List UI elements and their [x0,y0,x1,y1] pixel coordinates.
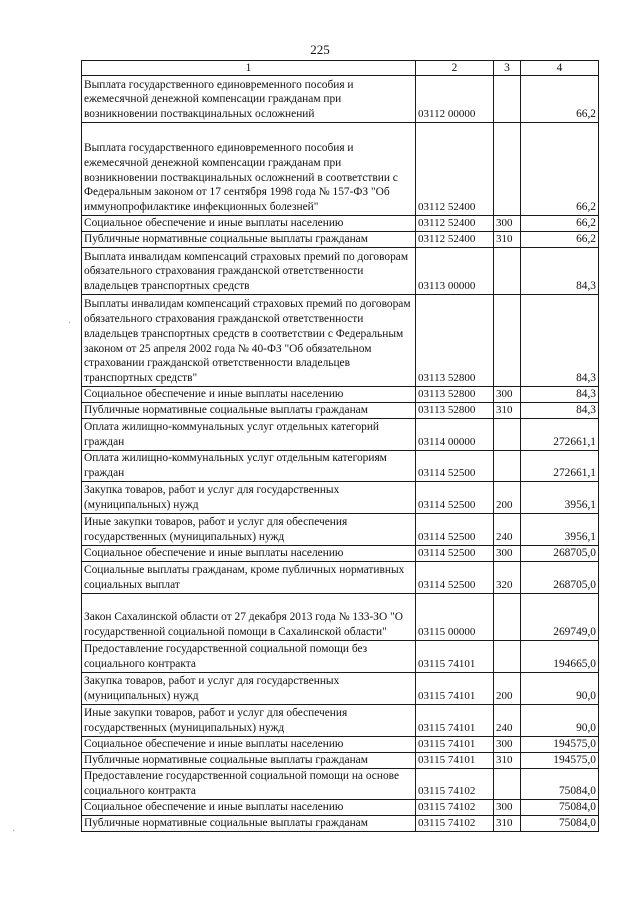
row-name-cell: Иные закупки товаров, работ и услуг для обеспечения государственных (муниципальных) нужд [82,705,416,737]
header-col-3: 3 [494,61,521,76]
row-name-cell: Социальное обеспечение и иные выплаты населению [82,546,416,562]
row-vr-cell [494,419,521,451]
row-vr-cell: 240 [494,514,521,546]
table-row [82,482,599,514]
row-sum-cell: 90,0 [521,705,599,737]
row-vr-cell: 300 [494,387,521,403]
row-vr-cell: 310 [494,232,521,248]
row-sum-cell: 66,2 [521,123,599,216]
table-row [82,641,599,673]
row-sum-cell: 194575,0 [521,753,599,769]
row-sum-cell: 75084,0 [521,800,599,816]
row-sum-cell: 268705,0 [521,562,599,594]
row-code-cell: 03115 74101 [416,737,494,753]
row-name-cell: Выплаты инвалидам компенсаций страховых премий по договорам обязательного страхования гражданской ответственности владельцев транспортных средств в соответствии с Федеральным законом от 25 апреля 2002 года № 40-ФЗ "Об обязательном страховании гражданской ответственности владельцев транспортных средств" [82,295,416,387]
table-row [82,514,599,546]
row-vr-cell [494,295,521,387]
row-name-cell: Публичные нормативные социальные выплаты гражданам [82,403,416,419]
row-vr-cell: 300 [494,546,521,562]
row-code-cell: 03115 74102 [416,800,494,816]
row-vr-cell [494,641,521,673]
row-vr-cell: 320 [494,562,521,594]
row-sum-cell: 268705,0 [521,546,599,562]
table-row [82,216,599,232]
row-sum-cell: 272661,1 [521,419,599,451]
row-vr-cell: 310 [494,753,521,769]
row-vr-cell [494,769,521,800]
row-sum-cell: 194575,0 [521,737,599,753]
row-vr-cell: 310 [494,816,521,832]
table-row [82,800,599,816]
row-name-cell: Выплата инвалидам компенсаций страховых премий по договорам обязательного страхования гражданской ответственности владельцев транспортных средств [82,248,416,295]
row-sum-cell: 66,2 [521,216,599,232]
row-sum-cell: 84,3 [521,248,599,295]
header-col-4: 4 [521,61,599,76]
row-vr-cell [494,594,521,641]
table-row [82,232,599,248]
row-code-cell: 03115 74102 [416,816,494,832]
table-row [82,594,599,641]
row-code-cell: 03115 74102 [416,769,494,800]
row-code-cell: 03115 74101 [416,705,494,737]
row-sum-cell: 84,3 [521,403,599,419]
row-code-cell: 03114 52500 [416,546,494,562]
row-name-cell: Оплата жилищно-коммунальных услуг отдельным категориям граждан [82,451,416,482]
row-vr-cell [494,76,521,123]
row-code-cell: 03114 52500 [416,482,494,514]
table-row [82,451,599,482]
table-row [82,753,599,769]
row-code-cell: 03114 00000 [416,419,494,451]
row-code-cell: 03112 52400 [416,123,494,216]
budget-table-body [82,61,599,832]
row-sum-cell: 84,3 [521,295,599,387]
row-vr-cell: 240 [494,705,521,737]
row-name-cell: Публичные нормативные социальные выплаты гражданам [82,232,416,248]
row-code-cell: 03113 00000 [416,248,494,295]
row-sum-cell: 75084,0 [521,816,599,832]
row-sum-cell: 84,3 [521,387,599,403]
row-vr-cell [494,451,521,482]
row-vr-cell: 310 [494,403,521,419]
table-row [82,295,599,387]
header-col-2: 2 [416,61,494,76]
table-row [82,419,599,451]
table-row [82,123,599,216]
row-name-cell: Социальное обеспечение и иные выплаты населению [82,800,416,816]
budget-table [81,60,599,832]
row-code-cell: 03112 52400 [416,232,494,248]
row-sum-cell: 194665,0 [521,641,599,673]
row-code-cell: 03113 52800 [416,295,494,387]
scan-dot: · [68,318,72,329]
table-row [82,705,599,737]
row-name-cell: Закупка товаров, работ и услуг для государственных (муниципальных) нужд [82,482,416,514]
table-row [82,562,599,594]
row-sum-cell: 75084,0 [521,769,599,800]
table-row [82,737,599,753]
row-name-cell: Социальные выплаты гражданам, кроме публичных нормативных социальных выплат [82,562,416,594]
table-header-row [82,61,599,76]
row-code-cell: 03113 52800 [416,403,494,419]
row-sum-cell: 66,2 [521,76,599,123]
scan-dot: · [12,826,16,837]
table-row [82,248,599,295]
table-row [82,387,599,403]
row-name-cell: Закон Сахалинской области от 27 декабря 2013 года № 133-ЗО "О государственной социальной помощи в Сахалинской области" [82,594,416,641]
row-name-cell: Закупка товаров, работ и услуг для государственных (муниципальных) нужд [82,673,416,705]
row-name-cell: Публичные нормативные социальные выплаты гражданам [82,816,416,832]
row-code-cell: 03115 74101 [416,641,494,673]
row-sum-cell: 272661,1 [521,451,599,482]
row-sum-cell: 66,2 [521,232,599,248]
row-code-cell: 03114 52500 [416,451,494,482]
row-name-cell: Оплата жилищно-коммунальных услуг отдельных категорий граждан [82,419,416,451]
row-name-cell: Выплата государственного единовременного пособия и ежемесячной денежной компенсации гражданам при возникновении поствакцинальных осложнений в соответствии с Федеральным законом от 17 сентября 1998 года № 157-ФЗ "Об иммунопрофилактике инфекционных болезней" [82,123,416,216]
table-row [82,76,599,123]
row-code-cell: 03114 52500 [416,562,494,594]
row-code-cell: 03112 00000 [416,76,494,123]
row-name-cell: Социальное обеспечение и иные выплаты населению [82,216,416,232]
table-row [82,673,599,705]
table-row [82,403,599,419]
row-vr-cell: 200 [494,482,521,514]
row-sum-cell: 3956,1 [521,514,599,546]
row-vr-cell [494,123,521,216]
row-code-cell: 03115 74101 [416,673,494,705]
row-sum-cell: 269749,0 [521,594,599,641]
row-code-cell: 03115 00000 [416,594,494,641]
row-code-cell: 03115 74101 [416,753,494,769]
row-code-cell: 03112 52400 [416,216,494,232]
row-name-cell: Социальное обеспечение и иные выплаты населению [82,387,416,403]
row-name-cell: Социальное обеспечение и иные выплаты населению [82,737,416,753]
row-vr-cell: 200 [494,673,521,705]
table-row [82,769,599,800]
row-sum-cell: 3956,1 [521,482,599,514]
row-name-cell: Иные закупки товаров, работ и услуг для обеспечения государственных (муниципальных) нужд [82,514,416,546]
row-vr-cell: 300 [494,800,521,816]
row-name-cell: Выплата государственного единовременного пособия и ежемесячной денежной компенсации гражданам при возникновении поствакцинальных осложнений [82,76,416,123]
row-code-cell: 03113 52800 [416,387,494,403]
page-number: 225 [310,42,330,57]
table-row [82,816,599,832]
row-code-cell: 03114 52500 [416,514,494,546]
row-name-cell: Предоставление государственной социальной помощи без социального контракта [82,641,416,673]
row-vr-cell: 300 [494,216,521,232]
header-col-1: 1 [82,61,416,76]
table-row [82,546,599,562]
row-sum-cell: 90,0 [521,673,599,705]
row-name-cell: Предоставление государственной социальной помощи на основе социального контракта [82,769,416,800]
row-vr-cell: 300 [494,737,521,753]
row-name-cell: Публичные нормативные социальные выплаты гражданам [82,753,416,769]
row-vr-cell [494,248,521,295]
